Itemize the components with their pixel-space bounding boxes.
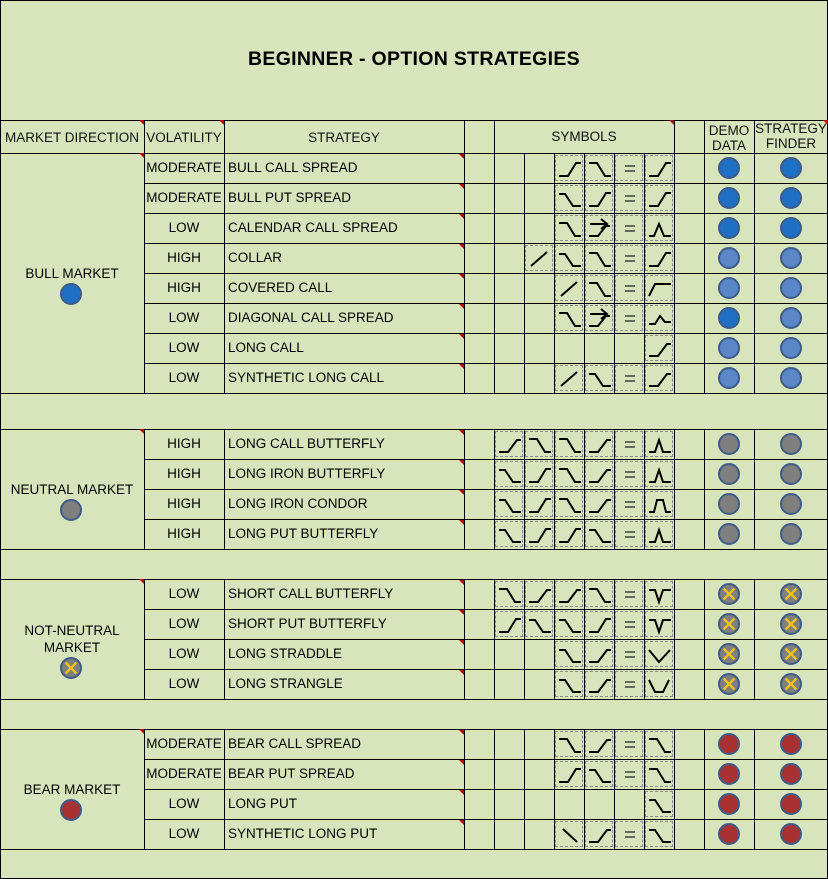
header-flag [219, 120, 224, 125]
payoff-icon [585, 215, 613, 241]
payoff-icon [645, 731, 673, 757]
volatility-cell: LOW [168, 220, 200, 235]
payoff-icon [585, 431, 613, 457]
strategy-finder-button[interactable] [780, 583, 802, 605]
equals-icon [615, 731, 643, 757]
group-dot-neutral[interactable] [60, 499, 82, 521]
payoff-icon [585, 761, 613, 787]
payoff-icon [495, 491, 523, 517]
header-flag [669, 120, 674, 125]
row-line [144, 363, 828, 364]
group-bottom-line [0, 699, 828, 700]
strategy-name: LONG PUT BUTTERFLY [228, 526, 379, 541]
strategy-flag [459, 580, 464, 585]
equals-icon [615, 611, 643, 637]
strategy-name: LONG IRON CONDOR [228, 496, 368, 511]
volatility-cell: MODERATE [146, 160, 222, 175]
group-label-line: BEAR MARKET [23, 782, 121, 797]
strategy-name: LONG STRADDLE [228, 646, 343, 661]
strategy-finder-button[interactable] [780, 307, 802, 329]
payoff-icon [525, 461, 553, 487]
strategy-flag [459, 610, 464, 615]
payoff-icon [585, 581, 613, 607]
header-finder-line2: FINDER [765, 136, 817, 151]
group-label-line: MARKET [43, 640, 101, 655]
strategy-flag [459, 364, 464, 369]
payoff-icon [495, 581, 523, 607]
strategy-name: LONG IRON BUTTERFLY [228, 466, 386, 481]
row-line [144, 303, 828, 304]
demo-data-button[interactable] [718, 733, 740, 755]
group-flag [139, 429, 144, 434]
strategy-flag [459, 244, 464, 249]
volatility-cell: LOW [168, 796, 200, 811]
payoff-icon [585, 821, 613, 847]
row-line [144, 489, 828, 490]
group-flag [139, 729, 144, 734]
group-top-line [0, 729, 828, 730]
strategy-finder-button[interactable] [780, 793, 802, 815]
demo-data-button[interactable] [718, 763, 740, 785]
strategy-name: SYNTHETIC LONG PUT [228, 826, 378, 841]
row-line [144, 759, 828, 760]
volatility-cell: HIGH [167, 436, 201, 451]
volatility-cell: HIGH [167, 496, 201, 511]
equals-icon [615, 245, 643, 271]
header-divider [464, 120, 465, 153]
demo-data-button[interactable] [718, 217, 740, 239]
group-label-line: BULL MARKET [25, 266, 119, 281]
volatility-cell: LOW [168, 646, 200, 661]
payoff-icon [645, 431, 673, 457]
row-line [144, 243, 828, 244]
group-flag [139, 153, 144, 158]
demo-data-button[interactable] [718, 307, 740, 329]
strategy-flag [459, 670, 464, 675]
row-line [144, 609, 828, 610]
strategy-flag [459, 640, 464, 645]
equals-icon [615, 671, 643, 697]
group-label-bear [0, 781, 144, 798]
x-mark-icon [720, 645, 738, 663]
equals-icon [615, 461, 643, 487]
x-mark-icon [720, 615, 738, 633]
payoff-icon [555, 581, 583, 607]
x-mark-icon [782, 615, 800, 633]
strategy-finder-button[interactable] [780, 247, 802, 269]
equals-icon [615, 185, 643, 211]
payoff-icon [495, 461, 523, 487]
demo-data-button[interactable] [718, 277, 740, 299]
header-symbols: SYMBOLS [551, 129, 617, 144]
payoff-icon [585, 461, 613, 487]
demo-data-button[interactable] [718, 463, 740, 485]
header-demo-line1: DEMO [708, 123, 750, 138]
payoff-icon [555, 731, 583, 757]
strategy-finder-button[interactable] [780, 463, 802, 485]
group-dot-bear[interactable] [60, 799, 82, 821]
strategy-name: CALENDAR CALL SPREAD [228, 220, 398, 235]
strategy-name: BEAR PUT SPREAD [228, 766, 355, 781]
payoff-icon [525, 581, 553, 607]
header-market-direction: MARKET DIRECTION [4, 130, 139, 145]
strategy-name: SHORT PUT BUTTERFLY [228, 616, 387, 631]
x-mark-icon [720, 585, 738, 603]
header-divider [754, 120, 755, 153]
strategy-finder-button[interactable] [780, 277, 802, 299]
payoff-icon [555, 521, 583, 547]
demo-data-button[interactable] [718, 823, 740, 845]
group-bottom-line [0, 549, 828, 550]
demo-data-button[interactable] [718, 643, 740, 665]
group-dot-bull[interactable] [60, 283, 82, 305]
sheet-title: BEGINNER - OPTION STRATEGIES [248, 48, 580, 70]
volatility-cell: LOW [168, 586, 200, 601]
header-strategy: STRATEGY [308, 130, 380, 145]
header-demo-data [704, 123, 754, 153]
payoff-icon [585, 185, 613, 211]
strategy-flag [459, 154, 464, 159]
header-flag [139, 120, 144, 125]
header-flag [823, 120, 828, 125]
payoff-icon [645, 155, 673, 181]
equals-icon [615, 155, 643, 181]
payoff-icon [555, 671, 583, 697]
demo-data-button[interactable] [718, 337, 740, 359]
payoff-icon [645, 671, 673, 697]
strategy-finder-button[interactable] [780, 493, 802, 515]
strategy-name: BEAR CALL SPREAD [228, 736, 362, 751]
equals-icon [615, 581, 643, 607]
demo-data-button[interactable] [718, 583, 740, 605]
volatility-cell: LOW [168, 676, 200, 691]
volatility-cell: HIGH [167, 250, 201, 265]
payoff-icon [585, 521, 613, 547]
group-top-line [0, 153, 828, 154]
group-bottom-line [0, 849, 828, 850]
volatility-cell: MODERATE [146, 190, 222, 205]
payoff-icon [645, 365, 673, 391]
strategy-finder-button[interactable] [780, 157, 802, 179]
header-divider [144, 120, 145, 153]
strategy-flag [459, 790, 464, 795]
column-line [0, 429, 1, 549]
volatility-cell: HIGH [167, 280, 201, 295]
strategy-finder-button[interactable] [780, 613, 802, 635]
volatility-cell: LOW [168, 310, 200, 325]
equals-icon [615, 431, 643, 457]
column-line [0, 729, 1, 849]
payoff-icon [555, 821, 583, 847]
row-line [144, 789, 828, 790]
payoff-icon [585, 611, 613, 637]
equals-icon [615, 761, 643, 787]
payoff-icon [555, 275, 583, 301]
strategy-finder-button[interactable] [780, 337, 802, 359]
strategy-flag [459, 430, 464, 435]
payoff-icon [525, 611, 553, 637]
x-mark-icon [720, 675, 738, 693]
group-label-not-neutral [0, 622, 144, 656]
header-finder-line1: STRATEGY [755, 121, 827, 136]
row-line [144, 639, 828, 640]
payoff-icon [585, 245, 613, 271]
equals-icon [615, 821, 643, 847]
group-label-neutral [0, 481, 144, 498]
strategy-finder-button[interactable] [780, 217, 802, 239]
payoff-icon [495, 611, 523, 637]
row-line [144, 669, 828, 670]
row-line [144, 333, 828, 334]
payoff-icon [645, 821, 673, 847]
equals-icon [615, 305, 643, 331]
payoff-icon [645, 461, 673, 487]
group-top-line [0, 579, 828, 580]
payoff-icon [645, 215, 673, 241]
strategy-finder-button[interactable] [780, 523, 802, 545]
strategy-finder-button[interactable] [780, 367, 802, 389]
payoff-icon [645, 305, 673, 331]
payoff-icon [555, 461, 583, 487]
demo-data-button[interactable] [718, 493, 740, 515]
payoff-icon [645, 581, 673, 607]
payoff-icon [645, 275, 673, 301]
demo-data-button[interactable] [718, 613, 740, 635]
demo-data-button[interactable] [718, 367, 740, 389]
demo-data-button[interactable] [718, 673, 740, 695]
payoff-icon [525, 491, 553, 517]
payoff-icon [555, 761, 583, 787]
equals-icon [615, 641, 643, 667]
strategy-name: DIAGONAL CALL SPREAD [228, 310, 394, 325]
volatility-cell: HIGH [167, 526, 201, 541]
strategy-flag [459, 820, 464, 825]
strategy-name: COVERED CALL [228, 280, 333, 295]
row-line [144, 213, 828, 214]
payoff-icon [495, 431, 523, 457]
group-label-line: NOT-NEUTRAL [24, 623, 120, 638]
payoff-icon [585, 671, 613, 697]
payoff-icon [585, 365, 613, 391]
strategy-name: LONG STRANGLE [228, 676, 343, 691]
payoff-icon [645, 761, 673, 787]
volatility-cell: LOW [168, 616, 200, 631]
strategy-finder-button[interactable] [780, 823, 802, 845]
group-top-line [0, 429, 828, 430]
group-label-bull [0, 265, 144, 282]
column-line [0, 153, 1, 393]
strategy-flag [459, 730, 464, 735]
payoff-icon [585, 491, 613, 517]
strategy-finder-button[interactable] [780, 187, 802, 209]
header-volatility: VOLATILITY [146, 130, 222, 145]
volatility-cell: HIGH [167, 466, 201, 481]
strategy-name: SHORT CALL BUTTERFLY [228, 586, 394, 601]
payoff-icon [555, 215, 583, 241]
header-divider [674, 120, 675, 153]
column-line [0, 579, 1, 699]
payoff-icon [555, 185, 583, 211]
volatility-cell: MODERATE [146, 766, 222, 781]
payoff-icon [645, 185, 673, 211]
equals-icon [615, 365, 643, 391]
payoff-icon [645, 791, 673, 817]
payoff-icon [585, 275, 613, 301]
payoff-icon [585, 731, 613, 757]
payoff-icon [645, 245, 673, 271]
strategy-name: BULL CALL SPREAD [228, 160, 358, 175]
strategy-finder-button[interactable] [780, 733, 802, 755]
strategy-flag [459, 760, 464, 765]
payoff-icon [585, 155, 613, 181]
equals-icon [615, 275, 643, 301]
x-mark-icon [62, 659, 80, 677]
row-line [144, 183, 828, 184]
strategy-name: LONG CALL [228, 340, 304, 355]
strategy-finder-button[interactable] [780, 643, 802, 665]
payoff-icon [585, 641, 613, 667]
payoff-icon [525, 431, 553, 457]
payoff-icon [525, 521, 553, 547]
strategy-flag [459, 274, 464, 279]
strategy-name: BULL PUT SPREAD [228, 190, 352, 205]
strategy-name: LONG CALL BUTTERFLY [228, 436, 385, 451]
payoff-icon [555, 245, 583, 271]
row-line [144, 273, 828, 274]
payoff-icon [645, 521, 673, 547]
payoff-icon [645, 335, 673, 361]
strategy-finder-button[interactable] [780, 673, 802, 695]
demo-data-button[interactable] [718, 433, 740, 455]
payoff-icon [645, 611, 673, 637]
payoff-icon [555, 611, 583, 637]
group-bottom-line [0, 393, 828, 394]
strategy-name: COLLAR [228, 250, 283, 265]
header-divider [704, 120, 705, 153]
equals-icon [615, 491, 643, 517]
strategy-name: SYNTHETIC LONG CALL [228, 370, 385, 385]
strategy-name: LONG PUT [228, 796, 298, 811]
payoff-icon [495, 521, 523, 547]
demo-data-button[interactable] [718, 247, 740, 269]
payoff-icon [645, 641, 673, 667]
x-mark-icon [782, 675, 800, 693]
payoff-icon [555, 491, 583, 517]
header-demo-line2: DATA [711, 138, 746, 153]
group-flag [139, 579, 144, 584]
frame-top [0, 0, 828, 1]
group-label-line: NEUTRAL MARKET [10, 482, 134, 497]
payoff-icon [555, 155, 583, 181]
volatility-cell: MODERATE [146, 736, 222, 751]
header-strategy-finder [754, 121, 828, 151]
demo-data-button[interactable] [718, 523, 740, 545]
group-dot-not-neutral[interactable] [60, 657, 82, 679]
x-mark-icon [782, 585, 800, 603]
payoff-icon [525, 245, 553, 271]
demo-data-button[interactable] [718, 793, 740, 815]
strategy-finder-button[interactable] [780, 433, 802, 455]
equals-icon [615, 215, 643, 241]
strategy-flag [459, 304, 464, 309]
row-line [144, 459, 828, 460]
payoff-icon [645, 491, 673, 517]
equals-icon [615, 521, 643, 547]
strategy-flag [459, 184, 464, 189]
strategy-flag [459, 460, 464, 465]
payoff-icon [555, 431, 583, 457]
payoff-icon [585, 305, 613, 331]
strategy-flag [459, 334, 464, 339]
volatility-cell: LOW [168, 826, 200, 841]
header-divider [224, 120, 225, 153]
row-line [144, 819, 828, 820]
header-divider [494, 120, 495, 153]
volatility-cell: LOW [168, 340, 200, 355]
strategy-flag [459, 490, 464, 495]
strategy-flag [459, 520, 464, 525]
strategy-finder-button[interactable] [780, 763, 802, 785]
x-mark-icon [782, 645, 800, 663]
demo-data-button[interactable] [718, 187, 740, 209]
payoff-icon [555, 305, 583, 331]
row-line [144, 519, 828, 520]
payoff-icon [555, 641, 583, 667]
strategy-flag [459, 214, 464, 219]
demo-data-button[interactable] [718, 157, 740, 179]
payoff-icon [555, 365, 583, 391]
volatility-cell: LOW [168, 370, 200, 385]
